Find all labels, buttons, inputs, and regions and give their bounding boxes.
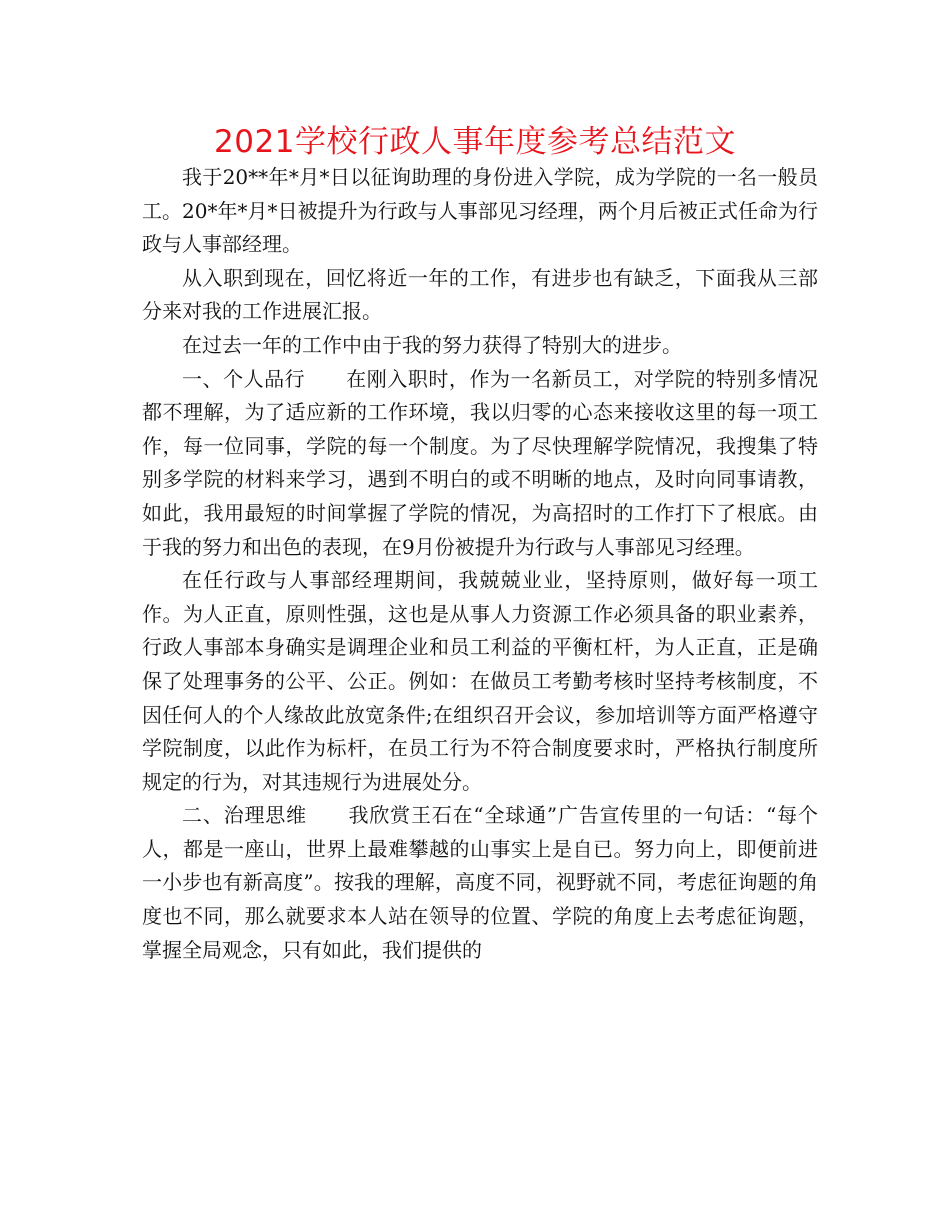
paragraph-progress: 在过去一年的工作中由于我的努力获得了特别大的进步。: [182, 332, 682, 357]
document-title: 2021学校行政人事年度参考总结范文: [214, 124, 736, 160]
paragraph-management-thinking: 二、治理思维 我欣赏王石在“全球通”广告宣传里的一句话：“每个人，都是一座山，世界上最难攀越的山事实上是自已。努力向上，即便前进一小步也有新高度”。按我的理解，高度不同，视野就不同，考虑征询题的角度也不同，那么就要求本人站在领导的位置、学院的角度上去考虑征询题，掌握全局观念，只有如此，我们提供的: [142, 803, 818, 962]
paragraph-review: 从入职到现在，回忆将近一年的工作，有进步也有缺乏，下面我从三部分来对我的工作进展汇报。: [142, 265, 818, 324]
paragraph-intro: 我于20**年*月*日以征询助理的身份进入学院，成为学院的一名一般员工。20*年*月*日被提升为行政与人事部见习经理，两个月后被正式任命为行政与人事部经理。: [142, 165, 818, 257]
document-body: [142, 161, 818, 967]
paragraph-personal-conduct: 一、个人品行 在刚入职时，作为一名新员工，对学院的特别多情况都不理解，为了适应新的工作环境，我以归零的心态来接收这里的每一项工作，每一位同事，学院的每一个制度。为了尽快理解学院情况，我搜集了特别多学院的材料来学习，遇到不明白的或不明晰的地点，及时向同事请教，如此，我用最短的时间掌握了学院的情况，为高招时的工作打下了根底。由于我的努力和出色的表现，在9月份被提升为行政与人事部见习经理。: [142, 366, 818, 559]
paragraph-manager-duties: 在任行政与人事部经理期间，我兢兢业业，坚持原则，做好每一项工作。为人正直，原则性强，这也是从事人力资源工作必须具备的职业素养，行政人事部本身确实是调理企业和员工利益的平衡杠杆，为人正直，正是确保了处理事务的公平、公正。例如：在做员工考勤考核时坚持考核制度，不因任何人的个人缘故此放宽条件;在组织召开会议，参加培训等方面严格遵守学院制度，以此作为标杆，在员工行为不符合制度要求时，严格执行制度所规定的行为，对其违规行为进展处分。: [142, 568, 818, 794]
